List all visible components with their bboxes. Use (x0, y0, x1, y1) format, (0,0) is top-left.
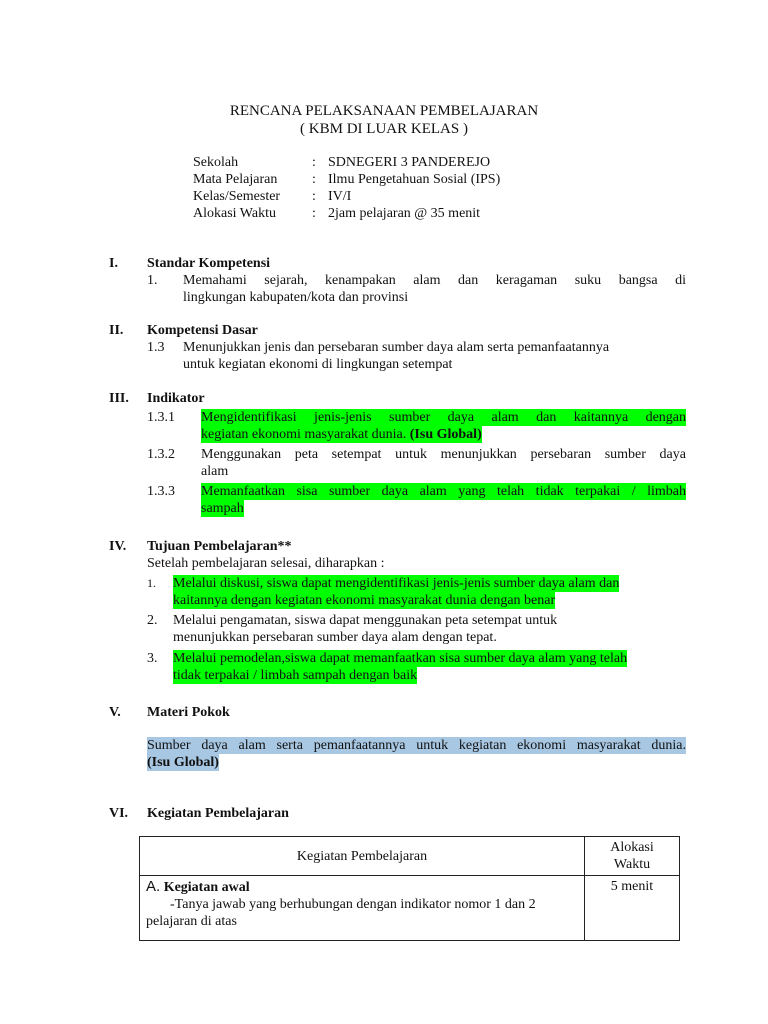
kegiatan-desc-cont: pelajaran di atas (146, 914, 237, 929)
kompetensi-dasar-text-cont: untuk kegiatan ekonomi di lingkungan setempat (183, 357, 453, 372)
info-value-mapel: Ilmu Pengetahuan Sosial (IPS) (328, 172, 501, 187)
info-label-mapel: Mata Pelajaran (193, 172, 278, 187)
indikator-number: 1.3.1 (147, 410, 175, 425)
section-number: IV. (109, 539, 127, 554)
table-header-alokasi (585, 837, 680, 876)
indikator-text-highlighted (201, 426, 482, 443)
section-title-materi-pokok: Materi Pokok (147, 705, 230, 720)
tujuan-number: 2. (147, 613, 158, 628)
table-header-waktu-line: Waktu (613, 857, 651, 872)
tujuan-text-highlighted: Melalui diskusi, siswa dapat mengidentifikasi jenis-jenis sumber daya alam dan (173, 576, 620, 591)
section-number: III. (109, 391, 129, 406)
section-title-standar-kompetensi: Standar Kompetensi (147, 256, 271, 271)
info-label-sekolah: Sekolah (193, 155, 239, 170)
tujuan-text: Melalui pengamatan, siswa dapat menggunakan peta setempat untuk (173, 613, 558, 628)
section-number: I. (109, 256, 118, 271)
standar-kompetensi-text-cont: lingkungan kabupaten/kota dan provinsi (183, 290, 409, 305)
indikator-number: 1.3.2 (147, 447, 175, 462)
page-subtitle: ( KBM DI LUAR KELAS ) (300, 121, 468, 137)
table-header-row (140, 837, 680, 876)
info-colon: : (312, 155, 316, 170)
materi-pokok-text-highlighted: Sumber daya alam serta pemanfaatannya untuk kegiatan ekonomi masyarakat dunia. (147, 738, 686, 753)
kompetensi-dasar-text: Menunjukkan jenis dan persebaran sumber daya alam serta pemanfaatannya (183, 340, 610, 355)
table-header-kegiatan: Kegiatan Pembelajaran (140, 837, 585, 876)
indikator-text-highlighted-cont: sampah (201, 501, 244, 516)
info-value-sekolah: SDNEGERI 3 PANDEREJO (328, 155, 491, 170)
tujuan-text-highlighted: Melalui pemodelan,siswa dapat memanfaatkan sisa sumber daya alam yang telah (173, 651, 628, 666)
section-number: V. (109, 705, 121, 720)
page-title: RENCANA PELAKSANAAN PEMBELAJARAN (229, 103, 539, 119)
kegiatan-table (139, 836, 680, 941)
indikator-text-highlighted: Mengidentifikasi jenis-jenis sumber daya alam dan kaitannya dengan (201, 410, 686, 425)
indikator-text-highlighted: Memanfaatkan sisa sumber daya alam yang telah tidak terpakai / limbah (201, 484, 686, 499)
info-value-waktu: 2jam pelajaran @ 35 menit (328, 206, 481, 221)
tujuan-text-cont: menunjukkan persebaran sumber daya alam dengan tepat. (173, 630, 497, 645)
section-number: II. (109, 323, 124, 338)
info-value-kelas: IV/I (328, 189, 352, 204)
tujuan-number: 3. (147, 651, 158, 666)
item-number: 1. (147, 273, 158, 288)
table-cell-kegiatan (140, 876, 585, 941)
section-title-kegiatan: Kegiatan Pembelajaran (147, 806, 289, 821)
info-colon: : (312, 206, 316, 221)
tujuan-intro: Setelah pembelajaran selesai, diharapkan : (147, 556, 385, 571)
section-title-tujuan: Tujuan Pembelajaran** (147, 539, 292, 554)
info-colon: : (312, 172, 316, 187)
kegiatan-heading (146, 878, 578, 896)
indikator-text: Menggunakan peta setempat untuk menunjukkan persebaran sumber daya (201, 447, 686, 462)
info-colon: : (312, 189, 316, 204)
section-title-kompetensi-dasar: Kompetensi Dasar (147, 323, 258, 338)
indikator-number: 1.3.3 (147, 484, 175, 499)
kegiatan-heading-text: Kegiatan awal (163, 880, 250, 895)
isu-global-tag: (Isu Global) (147, 755, 219, 770)
tujuan-number: 1. (147, 576, 156, 590)
standar-kompetensi-text: Memahami sejarah, kenampakan alam dan keragaman suku bangsa di (183, 273, 686, 288)
isu-global-tag: (Isu Global) (409, 427, 482, 442)
table-header-alokasi-line: Alokasi (610, 840, 654, 855)
indikator-text-cont: kegiatan ekonomi masyarakat dunia. (201, 427, 407, 442)
kegiatan-letter: A. (146, 878, 161, 895)
indikator-text-cont: alam (201, 464, 229, 479)
item-number: 1.3 (147, 340, 165, 355)
kegiatan-desc: -Tanya jawab yang berhubungan dengan indikator nomor 1 dan 2 (170, 897, 536, 912)
section-title-indikator: Indikator (147, 391, 205, 406)
tujuan-text-highlighted-cont: kaitannya dengan kegiatan ekonomi masyarakat dunia dengan benar (173, 593, 556, 608)
table-cell-waktu: 5 menit (585, 876, 680, 941)
info-label-kelas: Kelas/Semester (193, 189, 281, 204)
section-number: VI. (109, 806, 129, 821)
tujuan-text-highlighted-cont: tidak terpakai / limbah sampah dengan baik (173, 668, 418, 683)
table-row (140, 876, 680, 941)
info-label-waktu: Alokasi Waktu (193, 206, 276, 221)
